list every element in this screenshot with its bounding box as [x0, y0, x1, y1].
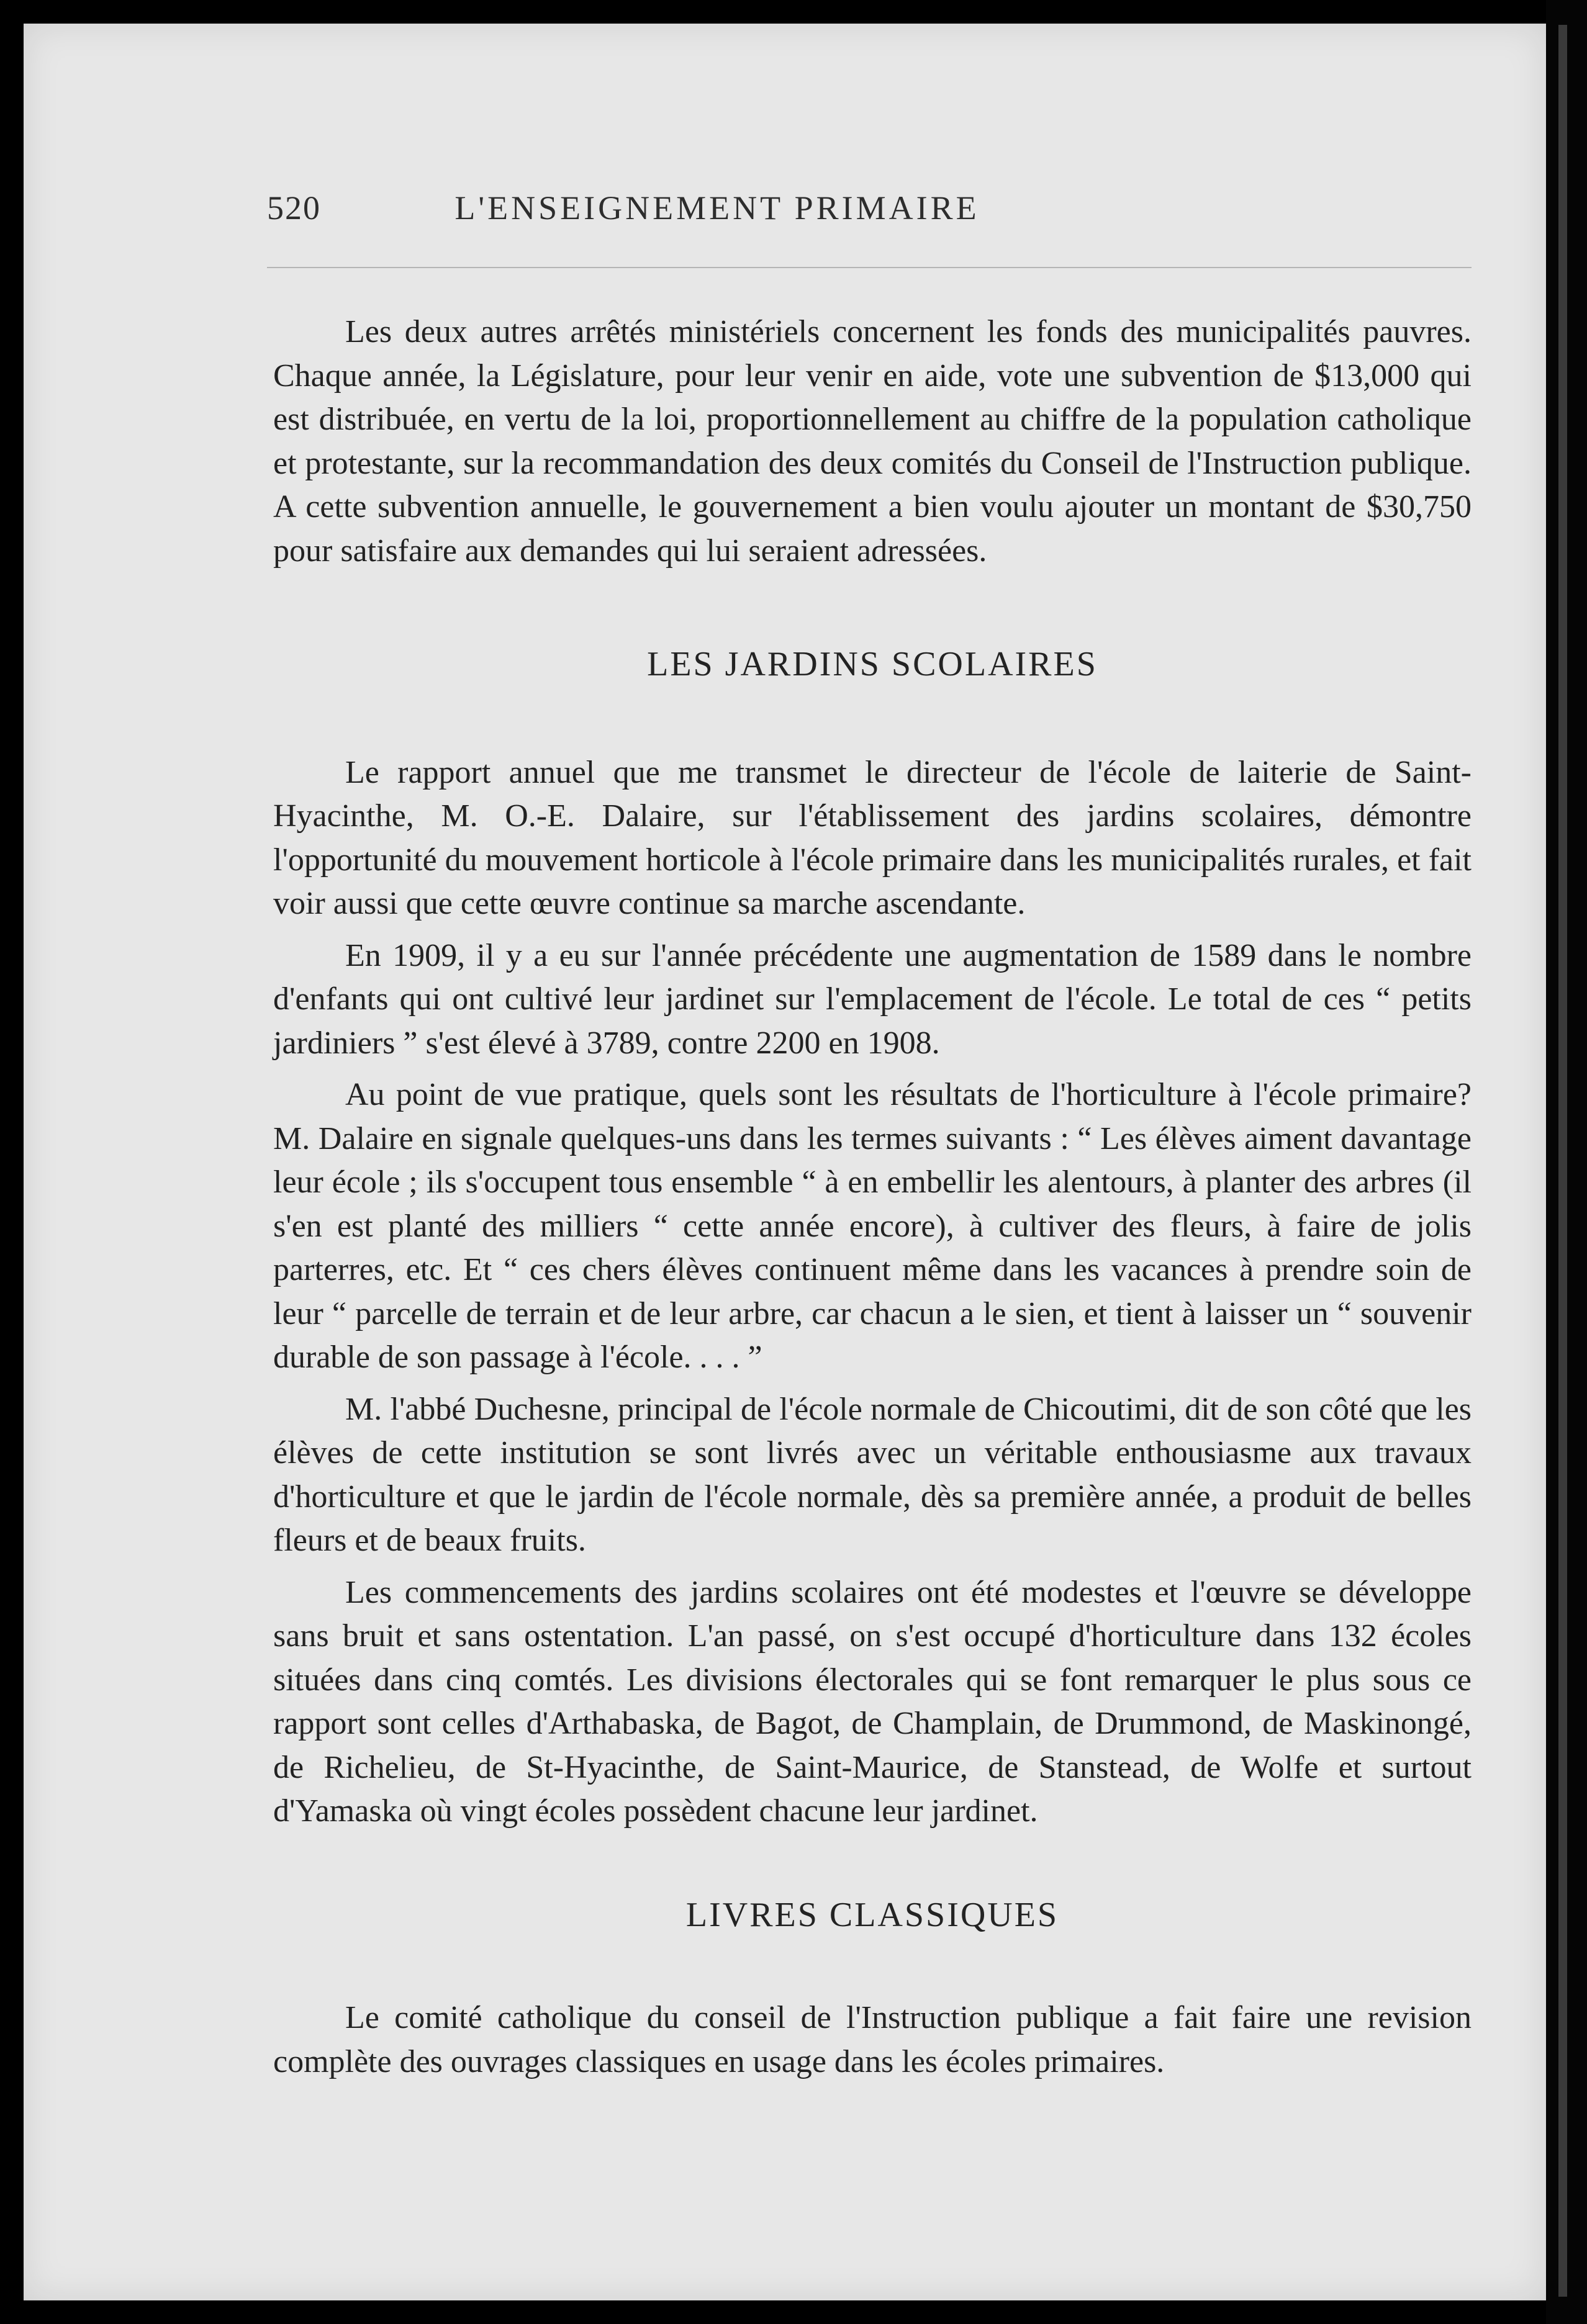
- header-rule: [267, 267, 1472, 268]
- jardins-paragraph-5: Les commencements des jardins scolaires ont été modestes et l'œuvre se développe sans bruit et sans ostentation. L'an passé, on s'est occupé d'horticulture dans 132 écoles situées dans cinq comtés. Les divisions électorales qui se font remarquer le plus sous ce rapport sont celles d'Arthabaska, de Bagot, de Champlain, de Drummond, de Maskinongé, de Richelieu, de St-Hyacinthe, de Saint-Maurice, de Stanstead, de Wolfe et surtout d'Yamaska où vingt écoles possèdent chacune leur jardinet.: [273, 1574, 1472, 1829]
- body-text: [273, 310, 1472, 2092]
- section-title-jardins: LES JARDINS SCOLAIRES: [647, 645, 1098, 683]
- page-header: [267, 180, 1167, 236]
- running-head: L'ENSEIGNEMENT PRIMAIRE: [454, 189, 980, 227]
- jardins-paragraph-3: Au point de vue pratique, quels sont les résultats de l'horticulture à l'école primaire? M. Dalaire en signale quelques-uns dans les termes suivants : “ Les élèves aiment davantage leur école ; ils s'occupent tous ensemble “ à en embellir les alentours, à planter des arbres (il s'en est planté des milliers “ cette année encore), à cultiver des fleurs, à faire de jolis parterres, etc. Et “ ces chers élèves continuent même dans les vacances à prendre soin de leur “ parcelle de terrain et de leur arbre, car chacun a le sien, et tient à laisser un “ souvenir durable de son passage à l'école. . . . ”: [273, 1077, 1472, 1375]
- section-title-livres: LIVRES CLASSIQUES: [685, 1895, 1059, 1934]
- livres-paragraph-1: Le comité catholique du conseil de l'Instruction publique a fait faire une revision complète des ouvrages classiques en usage dans les écoles primaires.: [273, 2000, 1472, 2079]
- page-number: 520: [267, 189, 321, 227]
- scan-edge-line: [1558, 25, 1567, 2297]
- jardins-paragraph-4: M. l'abbé Duchesne, principal de l'école normale de Chicoutimi, dit de son côté que les élèves de cette institution se sont livrés avec un véritable enthousiasme aux travaux d'horticulture et que le jardin de l'école normale, dès sa première année, a produit de belles fleurs et de beaux fruits.: [273, 1391, 1472, 1558]
- jardins-paragraph-1: Le rapport annuel que me transmet le directeur de l'école de laiterie de Saint-Hyacinthe, M. O.-E. Dalaire, sur l'établissement des jardins scolaires, démontre l'opportunité du mouvement horticole à l'école primaire dans les municipalités rurales, et fait voir aussi que cette œuvre continue sa marche ascendante.: [273, 754, 1472, 921]
- intro-paragraph: Les deux autres arrêtés ministériels concernent les fonds des municipalités pauvres. Chaque année, la Législature, pour leur venir en aide, vote une subvention de $13,000 qui est distribuée, en vertu de la loi, proportionnellement au chiffre de la population catholique et protestante, sur la recommandation des deux comités du Conseil de l'Instruction publique. A cette subvention annuelle, le gouvernement a bien voulu ajouter un montant de $30,750 pour satisfaire aux demandes qui lui seraient adressées.: [273, 314, 1472, 569]
- jardins-paragraph-2: En 1909, il y a eu sur l'année précédente une augmentation de 1589 dans le nombre d'enfants qui ont cultivé leur jardinet sur l'emplacement de l'école. Le total de ces “ petits jardiniers ” s'est élevé à 3789, contre 2200 en 1908.: [273, 937, 1472, 1061]
